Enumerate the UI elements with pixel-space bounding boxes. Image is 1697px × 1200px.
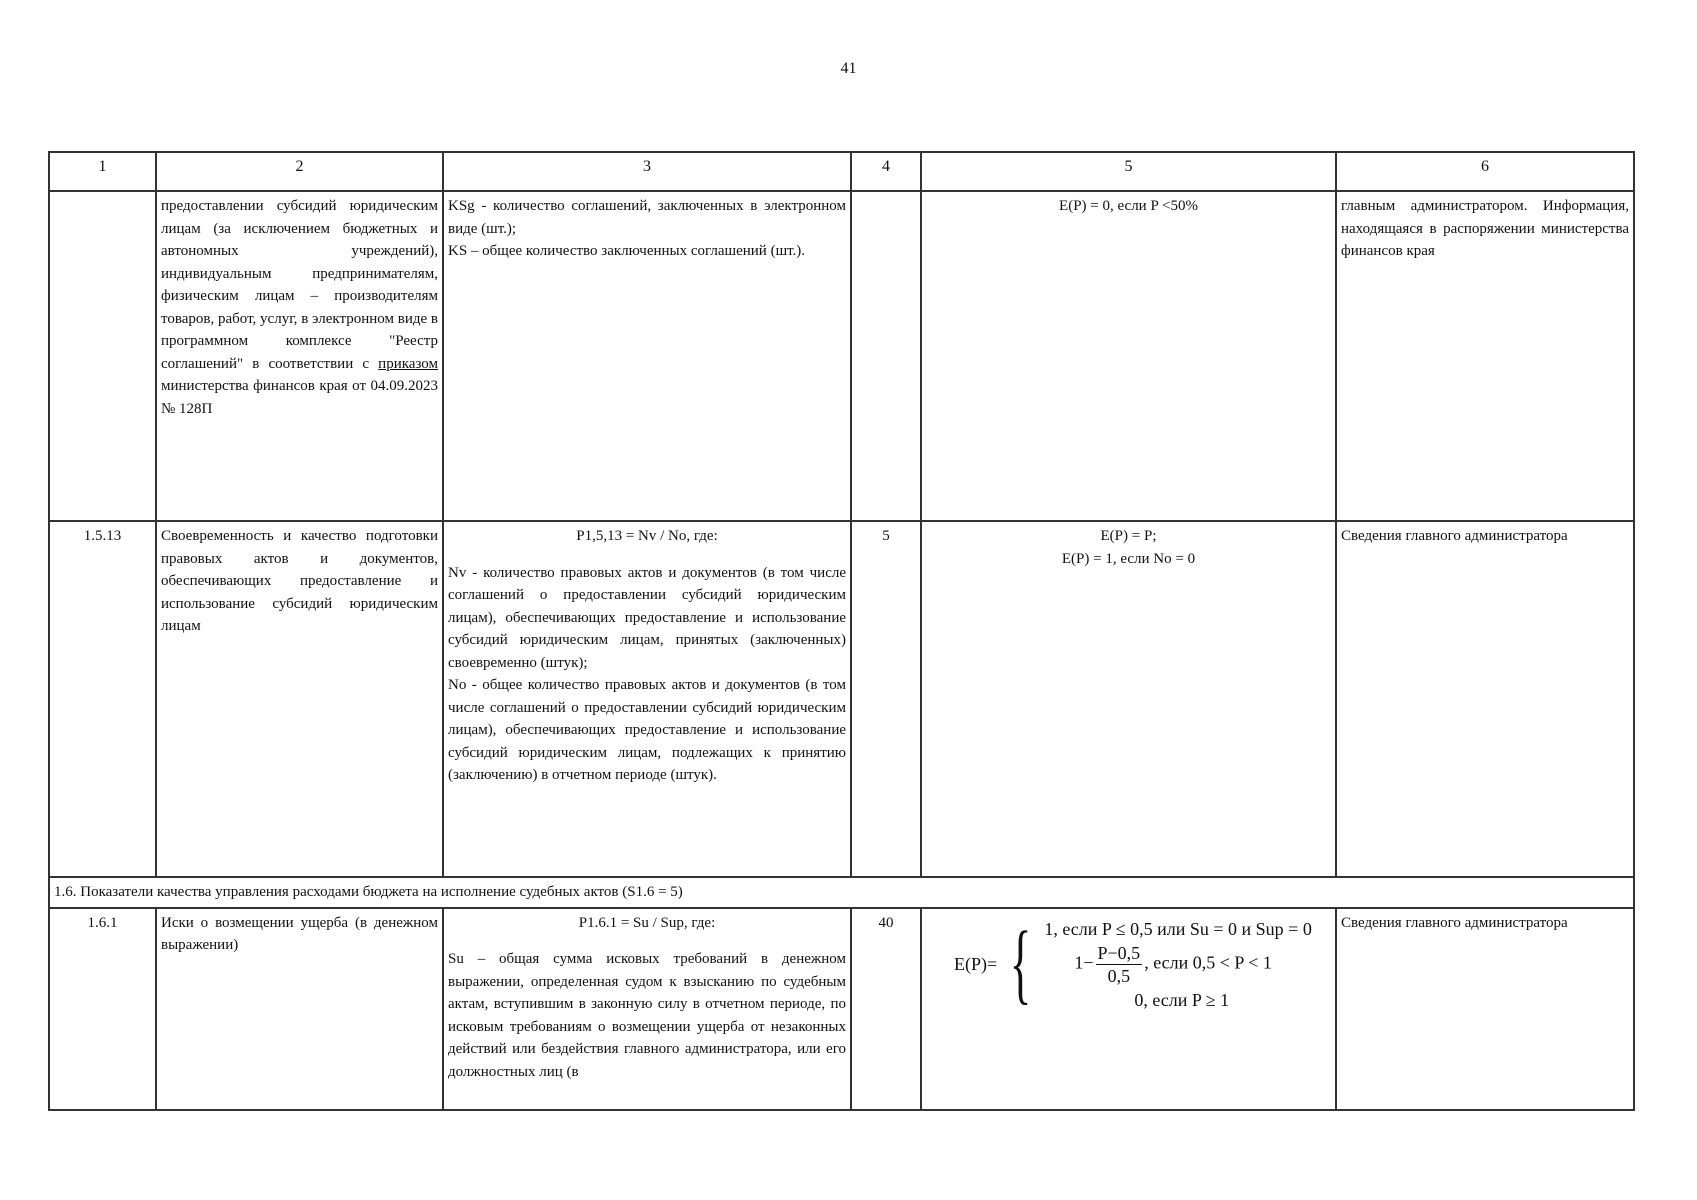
indicator-name: Своевременность и качество подготовки правовых актов и документов, обеспечивающих предоставление и использование субсидий юридическим лицам — [156, 521, 443, 877]
indicator-name-text: предоставлении субсидий юридическим лицам (за исключением бюджетных и автономных учреждений), индивидуальным предпринимателям, физическим лицам – производителям товаров, работ, услуг, в электронном виде в программном комплексе "Реестр соглашений" в соответствии с — [161, 198, 438, 372]
evaluation-rule — [921, 908, 1336, 1110]
formula-description — [443, 908, 851, 1110]
fraction-denominator: 0,5 — [1107, 965, 1131, 986]
formula-lhs: E(P)= — [954, 953, 998, 974]
left-brace-icon: { — [1009, 914, 1032, 1013]
indicator-number: 1.5.13 — [49, 521, 156, 877]
data-source: Сведения главного администратора — [1336, 908, 1634, 1110]
indicator-weight: 40 — [851, 908, 921, 1110]
evaluation-line: E(P) = P; — [1100, 528, 1157, 544]
formula: P1.6.1 = Su / Sup, где: — [578, 914, 716, 931]
header-cell: 5 — [921, 152, 1336, 191]
formula-description — [443, 191, 851, 521]
table-row — [49, 191, 1634, 521]
header-cell: 1 — [49, 152, 156, 191]
order-link[interactable]: приказом — [378, 355, 438, 372]
formula: P1,5,13 = Nv / No, где: — [576, 528, 718, 544]
table-row — [49, 908, 1634, 1110]
case-condition: , если 0,5 < P < 1 — [1144, 952, 1272, 973]
header-cell: 2 — [156, 152, 443, 191]
formula-cases — [1044, 916, 1311, 1013]
formula-paragraph: Nv - количество правовых актов и документов (в том числе соглашений о предоставлении субсидий юридическим лицам), обеспечивающих предоставление и использование субсидий юридическим лицам, принятых (заключенных) своевременно (штук); — [448, 564, 846, 671]
header-cell: 4 — [851, 152, 921, 191]
header-row — [49, 152, 1634, 191]
section-title: 1.6. Показатели качества управления расходами бюджета на исполнение судебных актов (S1.6 = 5) — [49, 877, 1634, 908]
indicator-name: Иски о возмещении ущерба (в денежном выражении) — [156, 908, 443, 1110]
formula-case: 0, если P ≥ 1 — [1134, 989, 1230, 1010]
formula-paragraph: KSg - количество соглашений, заключенных в электронном виде (шт.); — [448, 198, 846, 237]
header-cell: 3 — [443, 152, 851, 191]
evaluation-line: E(P) = 1, если No = 0 — [1061, 550, 1196, 567]
data-source: Сведения главного администратора — [1336, 521, 1634, 877]
indicator-weight — [851, 191, 921, 521]
table-row — [49, 521, 1634, 877]
formula-paragraph: No - общее количество правовых актов и документов (в том числе соглашений о предоставлении субсидий юридическим лицам), обеспечивающих предоставление и использование субсидий юридическим лицам, подлежащих к принятию (заключению) в отчетном периоде (штук). — [448, 677, 846, 783]
case-prefix: 1− — [1074, 952, 1094, 973]
header-cell: 6 — [1336, 152, 1634, 191]
fraction — [1096, 942, 1143, 987]
indicator-table — [48, 151, 1635, 1111]
evaluation-rule: E(P) = 0, если P <50% — [921, 191, 1336, 521]
fraction-numerator: P−0,5 — [1097, 942, 1141, 963]
indicator-weight: 5 — [851, 521, 921, 877]
formula-paragraph: KS – общее количество заключенных соглашений (шт.). — [448, 243, 806, 259]
indicator-number: 1.6.1 — [49, 908, 156, 1110]
formula-description — [443, 521, 851, 877]
formula-case: 1, если P ≤ 0,5 или Su = 0 и Sup = 0 — [1044, 918, 1312, 939]
evaluation-rule — [921, 521, 1336, 877]
formula-paragraph: Su – общая сумма исковых требований в денежном выражении, определенная судом к взысканию по судебным актам, вступившим в законную силу в отчетном периоде, по исковым требованиям о возмещении ущерба от незаконных действий или бездействия главного администратора, или его должностных лиц (в — [448, 951, 846, 1080]
data-source: главным администратором. Информация, находящаяся в распоряжении министерства финансов края — [1336, 191, 1634, 521]
indicator-name — [156, 191, 443, 521]
indicator-number — [49, 191, 156, 521]
piecewise-formula — [954, 916, 1331, 1013]
page-number: 41 — [840, 60, 857, 77]
indicator-name-text-end: министерства финансов края от 04.09.2023 № 128П — [161, 378, 438, 417]
formula-case — [1044, 942, 1311, 987]
section-row — [49, 877, 1634, 908]
